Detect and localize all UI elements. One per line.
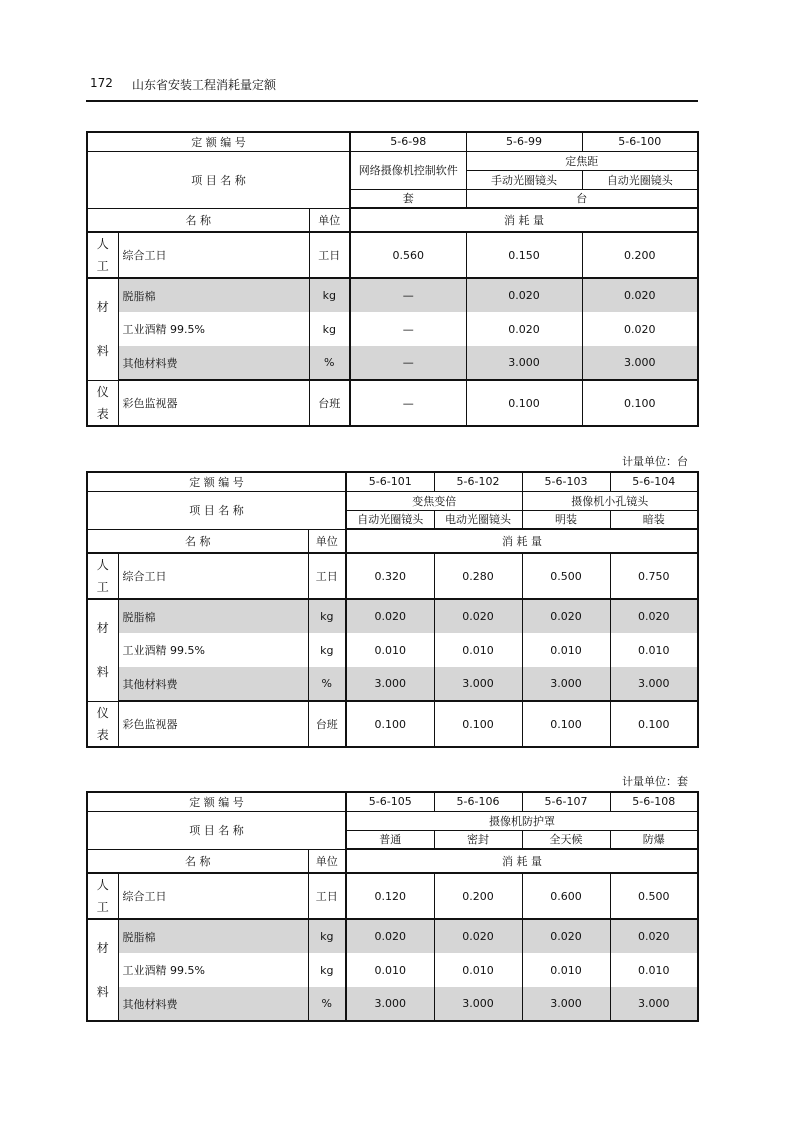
row-unit: 工日 (308, 873, 346, 919)
col-unit-header: 单位 (308, 529, 346, 553)
row-unit: 台班 (309, 380, 350, 426)
row-unit: 工日 (309, 232, 350, 278)
item-name-label: 项 目 名 称 (87, 491, 346, 529)
row-name: 其他材料费 (118, 987, 308, 1021)
value-cell: 0.020 (466, 278, 582, 312)
row-unit: kg (308, 919, 346, 953)
code-label: 定 额 编 号 (87, 472, 346, 491)
category-labor: 人 工 (87, 873, 118, 919)
value-cell: 0.560 (350, 232, 466, 278)
value-cell: 0.200 (582, 232, 698, 278)
page-number: 172 (90, 76, 113, 90)
group-header: 摄像机小孔镜头 (522, 491, 698, 510)
sub-item-cell: 自动光圈镜头 (346, 510, 434, 529)
quota-table-3 (86, 791, 699, 1022)
code-cell: 5-6-98 (350, 132, 466, 151)
value-cell: 0.150 (466, 232, 582, 278)
row-name: 脱脂棉 (118, 599, 308, 633)
col-name-header: 名 称 (87, 208, 309, 232)
row-name: 脱脂棉 (118, 919, 308, 953)
value-cell: 0.010 (434, 953, 522, 987)
col-unit-header: 单位 (309, 208, 350, 232)
code-label: 定 额 编 号 (87, 132, 350, 151)
consumption-header: 消 耗 量 (350, 208, 698, 232)
col-name-header: 名 称 (87, 529, 308, 553)
unit-note: 计量单位：套 (622, 775, 688, 788)
row-name: 脱脂棉 (118, 278, 309, 312)
value-cell: 0.500 (610, 873, 698, 919)
value-cell: 0.020 (582, 278, 698, 312)
value-cell: 0.020 (346, 599, 434, 633)
code-cell: 5-6-102 (434, 472, 522, 491)
value-cell: — (350, 312, 466, 346)
value-cell: 0.020 (434, 599, 522, 633)
value-cell: 3.000 (610, 667, 698, 701)
category-labor: 人 工 (87, 232, 118, 278)
value-cell: 0.010 (522, 953, 610, 987)
value-cell: — (350, 278, 466, 312)
row-unit: % (308, 667, 346, 701)
code-cell: 5-6-99 (466, 132, 582, 151)
value-cell: 0.100 (346, 701, 434, 747)
value-cell: 0.500 (522, 553, 610, 599)
value-cell: 0.320 (346, 553, 434, 599)
value-cell: 3.000 (434, 667, 522, 701)
value-cell: — (350, 380, 466, 426)
row-name: 工业酒精 99.5% (118, 312, 309, 346)
value-cell: 0.020 (610, 919, 698, 953)
row-unit: kg (308, 599, 346, 633)
value-cell: 0.010 (522, 633, 610, 667)
value-cell: 0.020 (434, 919, 522, 953)
sub-item-cell: 手动光圈镜头 (466, 170, 582, 189)
row-unit: 台班 (308, 701, 346, 747)
category-material: 材 料 (87, 599, 118, 701)
row-name: 其他材料费 (118, 346, 309, 380)
value-cell: 0.100 (522, 701, 610, 747)
category-material: 材 料 (87, 278, 118, 380)
sub-item-cell: 暗装 (610, 510, 698, 529)
value-cell: 0.010 (434, 633, 522, 667)
sub-item-cell: 电动光圈镜头 (434, 510, 522, 529)
value-cell: 0.010 (346, 953, 434, 987)
unit-note: 计量单位：台 (622, 455, 688, 468)
value-cell: 0.020 (466, 312, 582, 346)
row-name: 综合工日 (118, 232, 309, 278)
category-instrument: 仪 表 (87, 380, 118, 426)
value-cell: 0.010 (610, 953, 698, 987)
code-cell: 5-6-107 (522, 792, 610, 811)
sub-item-cell: 密封 (434, 830, 522, 849)
value-cell: 0.020 (346, 919, 434, 953)
row-name: 综合工日 (118, 873, 308, 919)
row-unit: % (308, 987, 346, 1021)
col-unit-header: 单位 (308, 849, 346, 873)
category-instrument: 仪 表 (87, 701, 118, 747)
group-header: 定焦距 (466, 151, 698, 170)
code-label: 定 额 编 号 (87, 792, 346, 811)
row-unit: % (309, 346, 350, 380)
value-cell: 0.100 (610, 701, 698, 747)
sub-item-cell: 全天候 (522, 830, 610, 849)
unit-cell: 套 (350, 189, 466, 208)
row-name: 综合工日 (118, 553, 308, 599)
row-name: 其他材料费 (118, 667, 308, 701)
group-header: 摄像机防护罩 (346, 811, 698, 830)
sub-item-cell: 普通 (346, 830, 434, 849)
category-material: 材 料 (87, 919, 118, 1021)
value-cell: 0.100 (582, 380, 698, 426)
code-cell: 5-6-108 (610, 792, 698, 811)
item-name-cell: 网络摄像机控制软件 (350, 151, 466, 189)
value-cell: 0.280 (434, 553, 522, 599)
value-cell: 3.000 (434, 987, 522, 1021)
value-cell: 0.020 (522, 919, 610, 953)
row-name: 彩色监视器 (118, 380, 309, 426)
item-name-label: 项 目 名 称 (87, 151, 350, 208)
sub-item-cell: 明装 (522, 510, 610, 529)
value-cell: 0.200 (434, 873, 522, 919)
col-name-header: 名 称 (87, 849, 308, 873)
row-name: 彩色监视器 (118, 701, 308, 747)
value-cell: 3.000 (466, 346, 582, 380)
item-name-label: 项 目 名 称 (87, 811, 346, 849)
code-cell: 5-6-100 (582, 132, 698, 151)
sub-item-cell: 防爆 (610, 830, 698, 849)
row-name: 工业酒精 99.5% (118, 953, 308, 987)
code-cell: 5-6-103 (522, 472, 610, 491)
page-header (86, 74, 698, 102)
category-labor: 人 工 (87, 553, 118, 599)
row-unit: kg (308, 633, 346, 667)
value-cell: 0.020 (582, 312, 698, 346)
value-cell: 3.000 (582, 346, 698, 380)
consumption-header: 消 耗 量 (346, 849, 698, 873)
value-cell: 0.010 (346, 633, 434, 667)
row-unit: kg (309, 312, 350, 346)
value-cell: 0.100 (466, 380, 582, 426)
book-title: 山东省安装工程消耗量定额 (132, 78, 277, 92)
code-cell: 5-6-101 (346, 472, 434, 491)
value-cell: 0.100 (434, 701, 522, 747)
unit-cell: 台 (466, 189, 698, 208)
row-name: 工业酒精 99.5% (118, 633, 308, 667)
value-cell: 3.000 (346, 667, 434, 701)
code-cell: 5-6-106 (434, 792, 522, 811)
row-unit: kg (308, 953, 346, 987)
value-cell: 0.750 (610, 553, 698, 599)
value-cell: 0.600 (522, 873, 610, 919)
quota-table-1 (86, 131, 699, 427)
group-header: 变焦变倍 (346, 491, 522, 510)
value-cell: 3.000 (522, 667, 610, 701)
value-cell: 0.020 (522, 599, 610, 633)
value-cell: 3.000 (522, 987, 610, 1021)
value-cell: — (350, 346, 466, 380)
row-unit: 工日 (308, 553, 346, 599)
value-cell: 3.000 (610, 987, 698, 1021)
sub-item-cell: 自动光圈镜头 (582, 170, 698, 189)
row-unit: kg (309, 278, 350, 312)
code-cell: 5-6-104 (610, 472, 698, 491)
quota-table-2 (86, 471, 699, 748)
value-cell: 0.020 (610, 599, 698, 633)
value-cell: 0.120 (346, 873, 434, 919)
code-cell: 5-6-105 (346, 792, 434, 811)
consumption-header: 消 耗 量 (346, 529, 698, 553)
value-cell: 0.010 (610, 633, 698, 667)
value-cell: 3.000 (346, 987, 434, 1021)
